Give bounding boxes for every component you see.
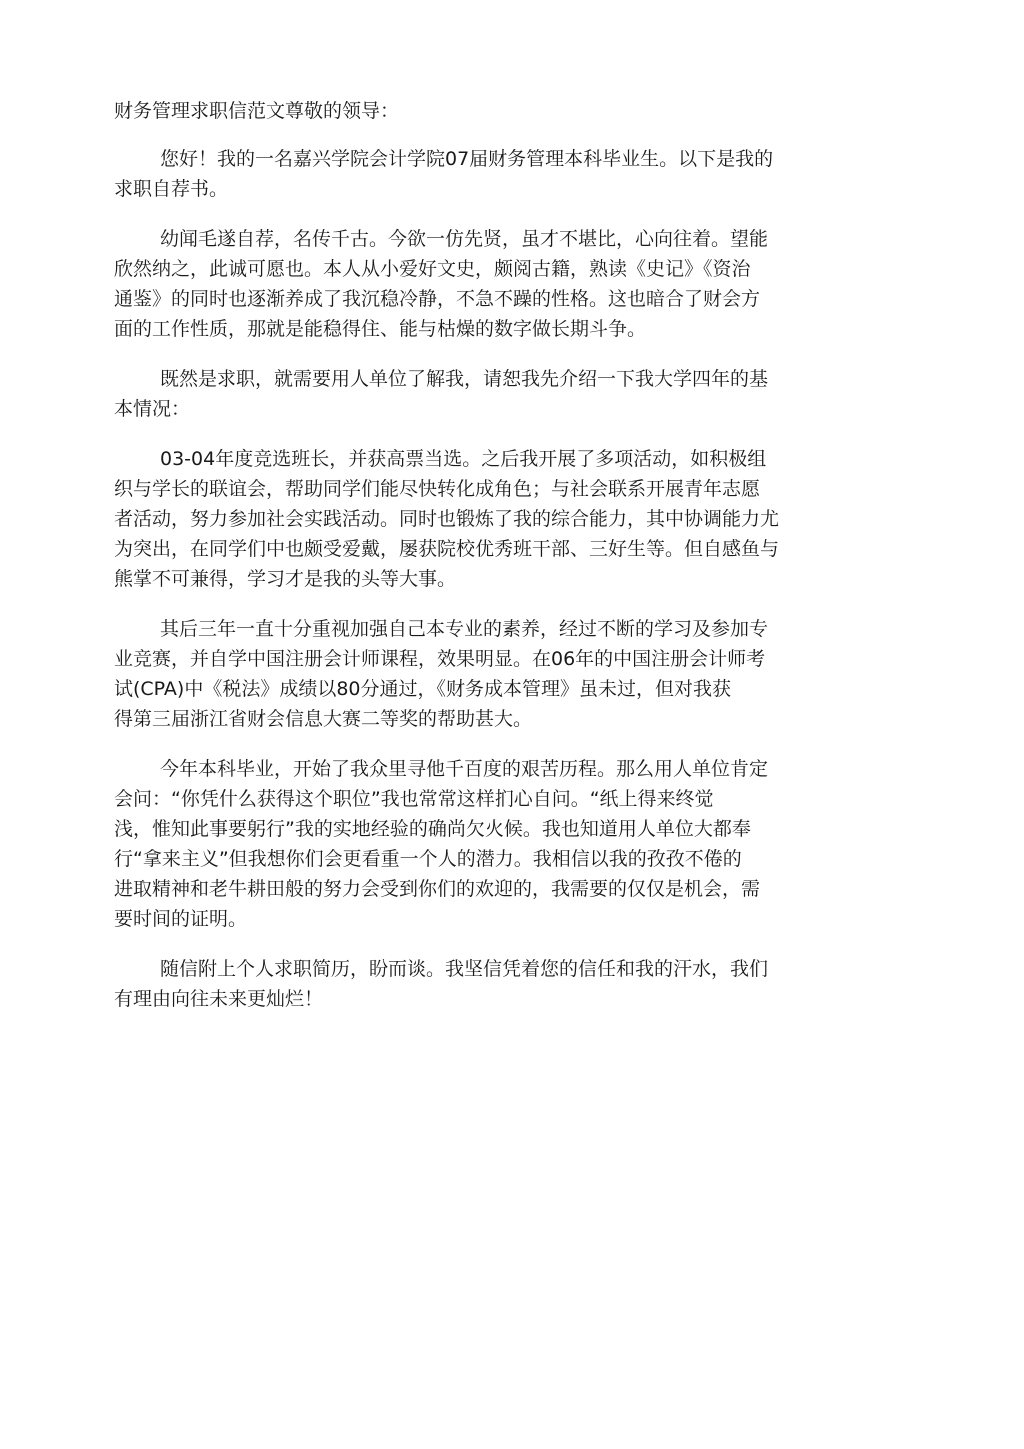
paragraph-job-search bbox=[114, 754, 894, 934]
paragraph-line: 通鉴》的同时也逐渐养成了我沉稳冷静，不急不躁的性格。这也暗合了财会方 bbox=[114, 288, 761, 310]
paragraph-class-monitor bbox=[114, 444, 894, 594]
paragraph-greeting bbox=[114, 144, 894, 204]
paragraph-line: 者活动，努力参加社会实践活动。同时也锻炼了我的综合能力，其中协调能力尤 bbox=[114, 508, 780, 530]
paragraph-line: 幼闻毛遂自荐，名传千古。今欲一仿先贤，虽才不堪比，心向往着。望能 bbox=[160, 228, 769, 250]
paragraph-line: 浅，惟知此事要躬行”我的实地经验的确尚欠火候。我也知道用人单位大都奉 bbox=[114, 818, 751, 840]
paragraph-line: 今年本科毕业，开始了我众里寻他千百度的艰苦历程。那么用人单位肯定 bbox=[160, 758, 769, 780]
paragraph-introduction bbox=[114, 364, 894, 424]
paragraph-line: 您好！我的一名嘉兴学院会计学院07届财务管理本科毕业生。以下是我的 bbox=[160, 148, 774, 170]
paragraph-line: 03-04年度竞选班长，并获高票当选。之后我开展了多项活动，如积极组 bbox=[160, 448, 767, 470]
paragraph-line: 会问：“你凭什么获得这个职位”我也常常这样扪心自问。“纸上得来终觉 bbox=[114, 788, 714, 810]
paragraph-line: 面的工作性质，那就是能稳得住、能与枯燥的数字做长期斗争。 bbox=[114, 318, 647, 340]
paragraph-line: 熊掌不可兼得，学习才是我的头等大事。 bbox=[114, 568, 457, 590]
paragraph-line: 本情况： bbox=[114, 398, 191, 420]
paragraph-line: 其后三年一直十分重视加强自己本专业的素养，经过不断的学习及参加专 bbox=[160, 618, 769, 640]
paragraph-line: 既然是求职，就需要用人单位了解我，请恕我先介绍一下我大学四年的基 bbox=[160, 368, 769, 390]
paragraph-line: 行“拿来主义”但我想你们会更看重一个人的潜力。我相信以我的孜孜不倦的 bbox=[114, 848, 742, 870]
paragraph-line: 为突出，在同学们中也颇受爱戴，屡获院校优秀班干部、三好生等。但自感鱼与 bbox=[114, 538, 780, 560]
paragraph-professional-study bbox=[114, 614, 894, 734]
paragraph-line: 有理由向往未来更灿烂！ bbox=[114, 988, 324, 1010]
paragraph-line: 随信附上个人求职简历，盼而谈。我坚信凭着您的信任和我的汗水，我们 bbox=[160, 958, 769, 980]
paragraph-line: 求职自荐书。 bbox=[114, 178, 229, 200]
document-page bbox=[114, 96, 894, 1034]
paragraph-line: 试(CPA)中《税法》成绩以80分通过，《财务成本管理》虽未过，但对我获 bbox=[114, 678, 732, 700]
paragraph-line: 业竞赛，并自学中国注册会计师课程，效果明显。在06年的中国注册会计师考 bbox=[114, 648, 766, 670]
paragraph-line: 织与学长的联谊会，帮助同学们能尽快转化成角色；与社会联系开展青年志愿 bbox=[114, 478, 761, 500]
paragraph-line: 欣然纳之，此诚可愿也。本人从小爱好文史，颇阅古籍，熟读《史记》《资治 bbox=[114, 258, 751, 280]
paragraph-line: 得第三届浙江省财会信息大赛二等奖的帮助甚大。 bbox=[114, 708, 533, 730]
paragraph-self-recommendation bbox=[114, 224, 894, 344]
paragraph-line: 进取精神和老牛耕田般的努力会受到你们的欢迎的，我需要的仅仅是机会，需 bbox=[114, 878, 761, 900]
document-heading: 财务管理求职信范文尊敬的领导： bbox=[114, 100, 400, 122]
paragraph-line: 要时间的证明。 bbox=[114, 908, 248, 930]
paragraph-closing bbox=[114, 954, 894, 1014]
